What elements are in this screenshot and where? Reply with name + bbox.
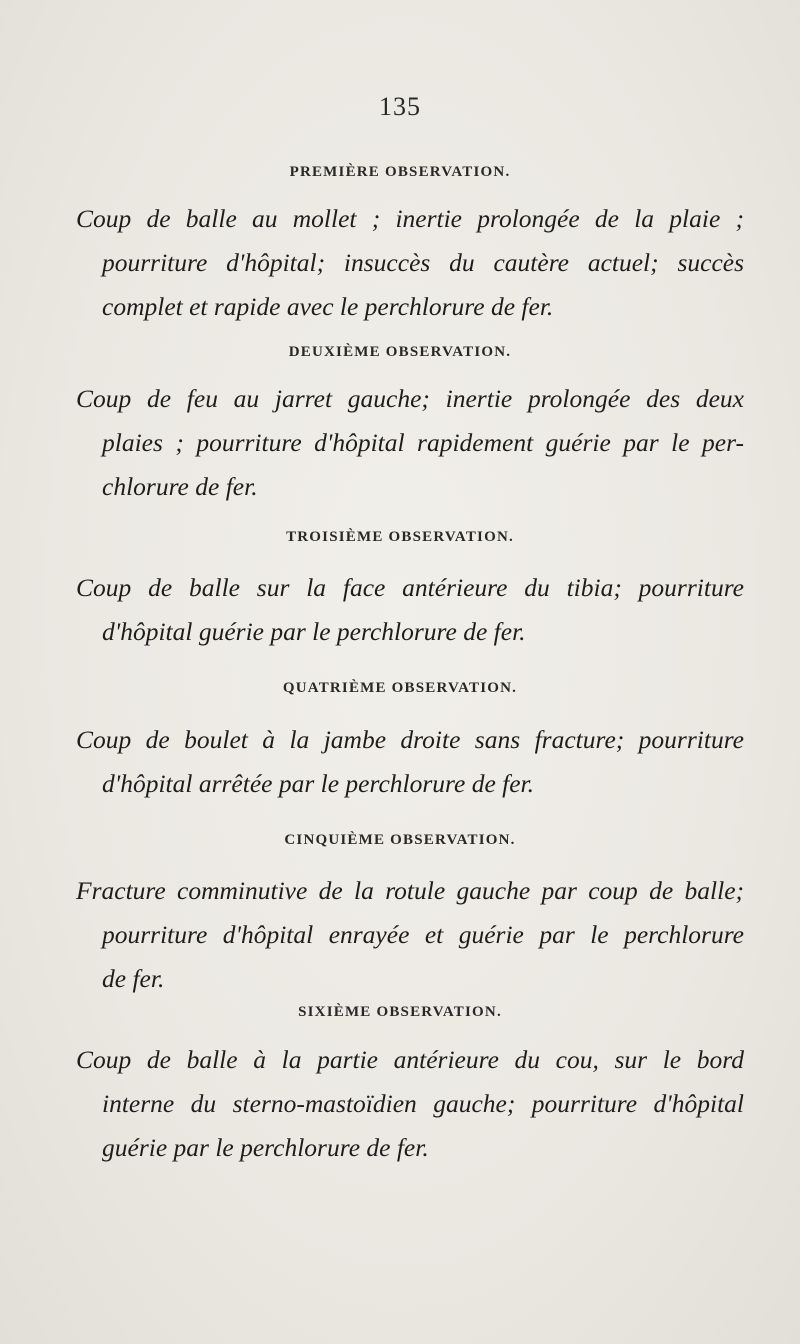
observation-6-heading: SIXIÈME OBSERVATION. xyxy=(298,1004,502,1020)
observation-3-heading: TROISIÈME OBSERVATION. xyxy=(286,529,514,545)
observation-4-line-1: Coup de boulet à la jambe droite sans fracture; pourriture xyxy=(76,725,744,754)
observation-6-line-1: Coup de balle à la partie antérieure du cou, sur le bord xyxy=(76,1045,744,1074)
observation-4-heading: QUATRIÈME OBSERVATION. xyxy=(282,680,518,696)
observation-1-line-2: pourriture d'hôpital; insuccès du cautère actuel; succès xyxy=(102,248,744,277)
observation-1-line-1: Coup de balle au mollet ; inertie prolongée de la plaie ; xyxy=(76,204,744,233)
observation-5-line-2: pourriture d'hôpital enrayée et guérie par le perchlorure xyxy=(102,920,744,949)
observation-3-line-1: Coup de balle sur la face antérieure du tibia; pourriture xyxy=(76,573,744,602)
page-number: 135 xyxy=(379,92,421,121)
observation-2-text xyxy=(76,377,744,509)
observation-1-line-3: complet et rapide avec le perchlorure de fer. xyxy=(102,292,554,321)
observation-3-line-2: d'hôpital guérie par le perchlorure de fer. xyxy=(102,617,526,646)
observation-2-heading: DEUXIÈME OBSERVATION. xyxy=(288,344,512,360)
observation-2-line-2: plaies ; pourriture d'hôpital rapidement guérie par le per- xyxy=(102,428,744,457)
observation-6-text xyxy=(76,1038,744,1170)
observation-2-line-3: chlorure de fer. xyxy=(102,472,258,501)
observation-6-line-3: guérie par le perchlorure de fer. xyxy=(102,1133,429,1162)
observation-2-line-1: Coup de feu au jarret gauche; inertie prolongée des deux xyxy=(76,384,744,413)
observation-1-text xyxy=(76,197,744,329)
observation-4-text xyxy=(76,718,744,806)
observation-5-text xyxy=(76,869,744,1001)
observation-4-line-2: d'hôpital arrêtée par le perchlorure de fer. xyxy=(102,769,535,798)
observation-6-line-2: interne du sterno-mastoïdien gauche; pourriture d'hôpital xyxy=(102,1089,744,1118)
observation-5-line-3: de fer. xyxy=(102,964,165,993)
observation-5-line-1: Fracture comminutive de la rotule gauche par coup de balle; xyxy=(76,876,744,905)
observation-5-heading: CINQUIÈME OBSERVATION. xyxy=(284,832,516,848)
observation-3-text xyxy=(76,566,744,654)
observation-1-heading: PREMIÈRE OBSERVATION. xyxy=(289,164,511,180)
